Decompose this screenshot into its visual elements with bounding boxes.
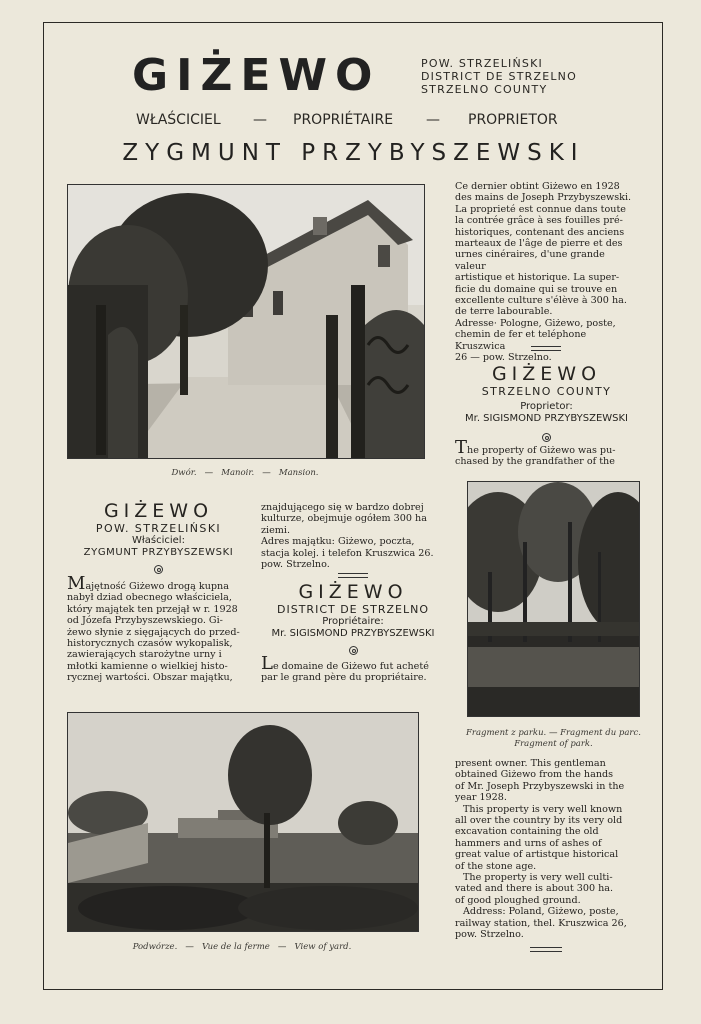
text-line: all over the country by its very old xyxy=(455,815,623,827)
text-fragment: he property of Giżewo was pu- xyxy=(467,445,616,456)
district-line: DISTRICT DE STRZELNO xyxy=(421,70,577,83)
park-caption xyxy=(462,728,645,750)
polish-text xyxy=(67,573,250,684)
park-photo xyxy=(467,481,640,717)
text-line: chased by the grandfather of the xyxy=(455,456,615,468)
section-owner: Mr. SIGISMOND PRZYBYSZEWSKI xyxy=(271,628,435,639)
mansion-photo xyxy=(67,184,425,459)
text-line: historycznych czasów wykopalisk, xyxy=(67,638,233,650)
text-line: nabył dziad obecnego właściciela, xyxy=(67,592,232,604)
section-owner: Mr. SIGISMOND PRZYBYSZEWSKI xyxy=(465,413,628,424)
section-district: POW. STRZELIŃSKI xyxy=(95,522,222,535)
english-intro xyxy=(455,437,638,468)
english-text xyxy=(455,758,638,941)
caption-part: Podwórze. xyxy=(132,942,178,952)
ornament-icon xyxy=(154,565,163,574)
owner-labels xyxy=(130,112,575,132)
text-line xyxy=(261,653,445,674)
caption-part: — xyxy=(262,468,271,478)
text-line: la contrée grâce à ses fouilles pré- xyxy=(455,215,623,227)
owner-label-en: PROPRIETOR xyxy=(468,112,558,128)
masthead-district xyxy=(421,57,577,96)
text-line: obtained Giżewo from the hands xyxy=(455,769,614,781)
section-title: GIŻEWO xyxy=(103,500,214,522)
text-line: present owner. This gentleman xyxy=(455,758,606,769)
text-line: Address: Poland, Giżewo, poste, xyxy=(463,906,619,918)
caption-part: — xyxy=(185,942,194,952)
text-line xyxy=(455,437,638,458)
district-line: POW. STRZELIŃSKI xyxy=(421,57,543,70)
caption-line: Fragment z parku. — Fragment du parc. xyxy=(466,728,641,738)
text-line: Adresse· Pologne, Giżewo, poste, xyxy=(455,317,616,329)
section-title: GIŻEWO xyxy=(491,363,602,385)
text-line: młotki kamienne o wielkiej histo- xyxy=(67,660,228,672)
section-label: Proprietor: xyxy=(520,401,573,412)
french-intro xyxy=(261,653,445,684)
drop-cap: L xyxy=(261,653,273,674)
french-top-text xyxy=(455,181,638,364)
french-heading xyxy=(261,581,445,659)
text-line: żewo słynie z sięgających do przed- xyxy=(67,626,240,638)
section-label: Właściciel: xyxy=(132,535,185,546)
drop-cap: M xyxy=(67,573,86,594)
section-owner: ZYGMUNT PRZYBYSZEWSKI xyxy=(83,547,234,558)
text-line: 26 — pow. Strzelno. xyxy=(455,352,552,364)
section-district: DISTRICT DE STRZELNO xyxy=(277,603,429,616)
text-line: ficie du domaine qui se trouve en xyxy=(455,283,618,295)
drop-cap: T xyxy=(455,437,468,458)
ornament-icon xyxy=(349,646,358,655)
text-line: chemin de fer et teléphone Kruszwica xyxy=(455,329,587,352)
english-heading xyxy=(455,363,638,446)
text-line: znajdującego się w bardzo dobrej xyxy=(261,502,424,513)
text-line: Ce dernier obtint Giżewo en 1928 xyxy=(455,181,620,192)
caption-part: Mansion. xyxy=(278,468,319,478)
text-line: The property is very well culti- xyxy=(463,872,613,884)
yard-caption xyxy=(67,942,417,953)
text-line: stacja kolej. i telefon Kruszwica 26. xyxy=(261,547,434,559)
text-line: pow. Strzelno. xyxy=(261,559,330,571)
text-fragment: e domaine de Giżewo fut acheté xyxy=(272,661,429,672)
owner-label-pl: WŁAŚCICIEL xyxy=(136,112,221,128)
caption-part: Dwór. xyxy=(171,468,197,478)
owner-label-fr: PROPRIÉTAIRE xyxy=(293,112,394,128)
text-line: This property is very well known xyxy=(463,803,623,815)
text-line: vated and there is about 300 ha. xyxy=(455,883,614,895)
yard-photo xyxy=(67,712,419,932)
text-fragment: ajętność Giżewo drogą kupna xyxy=(85,581,229,592)
text-line: który majątek ten przejął w r. 1928 xyxy=(67,603,238,615)
text-line: excellente culture s'élève à 300 ha. xyxy=(455,295,627,307)
text-line: urnes cinéraires, d'une grande valeur xyxy=(455,249,605,272)
text-line: artistique et historique. La super- xyxy=(455,272,620,284)
owner-separator: — xyxy=(426,112,440,128)
text-line xyxy=(67,573,250,594)
section-title: GIŻEWO xyxy=(298,581,408,603)
owner-name: ZYGMUNT PRZYBYSZEWSKI xyxy=(122,140,585,166)
text-line: od Józefa Przybyszewskiego. Gi- xyxy=(67,615,223,627)
mansion-caption xyxy=(67,468,423,479)
divider xyxy=(530,947,562,952)
owner-separator: — xyxy=(253,112,267,128)
text-line: des mains de Joseph Przybyszewski. xyxy=(455,192,632,204)
district-line: STRZELNO COUNTY xyxy=(421,83,548,96)
divider xyxy=(531,346,561,351)
polish-heading xyxy=(67,500,250,578)
text-line: great value of artistque historical xyxy=(455,849,619,861)
polish-text-continued xyxy=(261,502,445,570)
caption-line: Fragment of park. xyxy=(514,739,593,749)
text-line: of Mr. Joseph Przybyszewski in the xyxy=(455,780,625,792)
text-line: of the stone age. xyxy=(455,860,537,872)
section-county: STRZELNO COUNTY xyxy=(481,385,612,398)
section-label: Propriétaire: xyxy=(322,616,384,627)
text-line: excavation containing the old xyxy=(455,826,599,838)
text-line: La proprieté est connue dans toute xyxy=(455,203,626,215)
text-line: Adres majątku: Giżewo, poczta, xyxy=(261,536,415,548)
text-line: historiques, contenant des anciens xyxy=(455,226,625,238)
caption-part: — xyxy=(277,942,287,952)
text-line: year 1928. xyxy=(455,792,507,804)
caption-part: Manoir. xyxy=(221,468,255,478)
text-line: rycznej wartości. Obszar majątku, xyxy=(67,672,233,684)
text-line: of good ploughed ground. xyxy=(455,894,581,906)
divider xyxy=(338,573,368,578)
caption-part: Vue de la ferme xyxy=(202,942,270,952)
text-line: kulturze, obejmuje ogółem 300 ha xyxy=(261,513,427,525)
masthead-title: GIŻEWO xyxy=(132,50,381,101)
text-line: railway station, thel. Kruszwica 26, xyxy=(455,917,627,929)
text-line: marteaux de l'âge de pierre et des xyxy=(455,238,623,250)
text-line: pow. Strzelno. xyxy=(455,929,524,941)
text-line: zawierających starożytne urny i xyxy=(67,649,222,661)
text-line: par le grand père du propriétaire. xyxy=(261,672,427,684)
text-line: hammers and urns of ashes of xyxy=(455,837,602,849)
caption-part: View of yard. xyxy=(294,942,352,952)
text-line: ziemi. xyxy=(261,524,291,536)
text-line: de terre labourable. xyxy=(455,306,553,318)
caption-part: — xyxy=(204,468,214,478)
